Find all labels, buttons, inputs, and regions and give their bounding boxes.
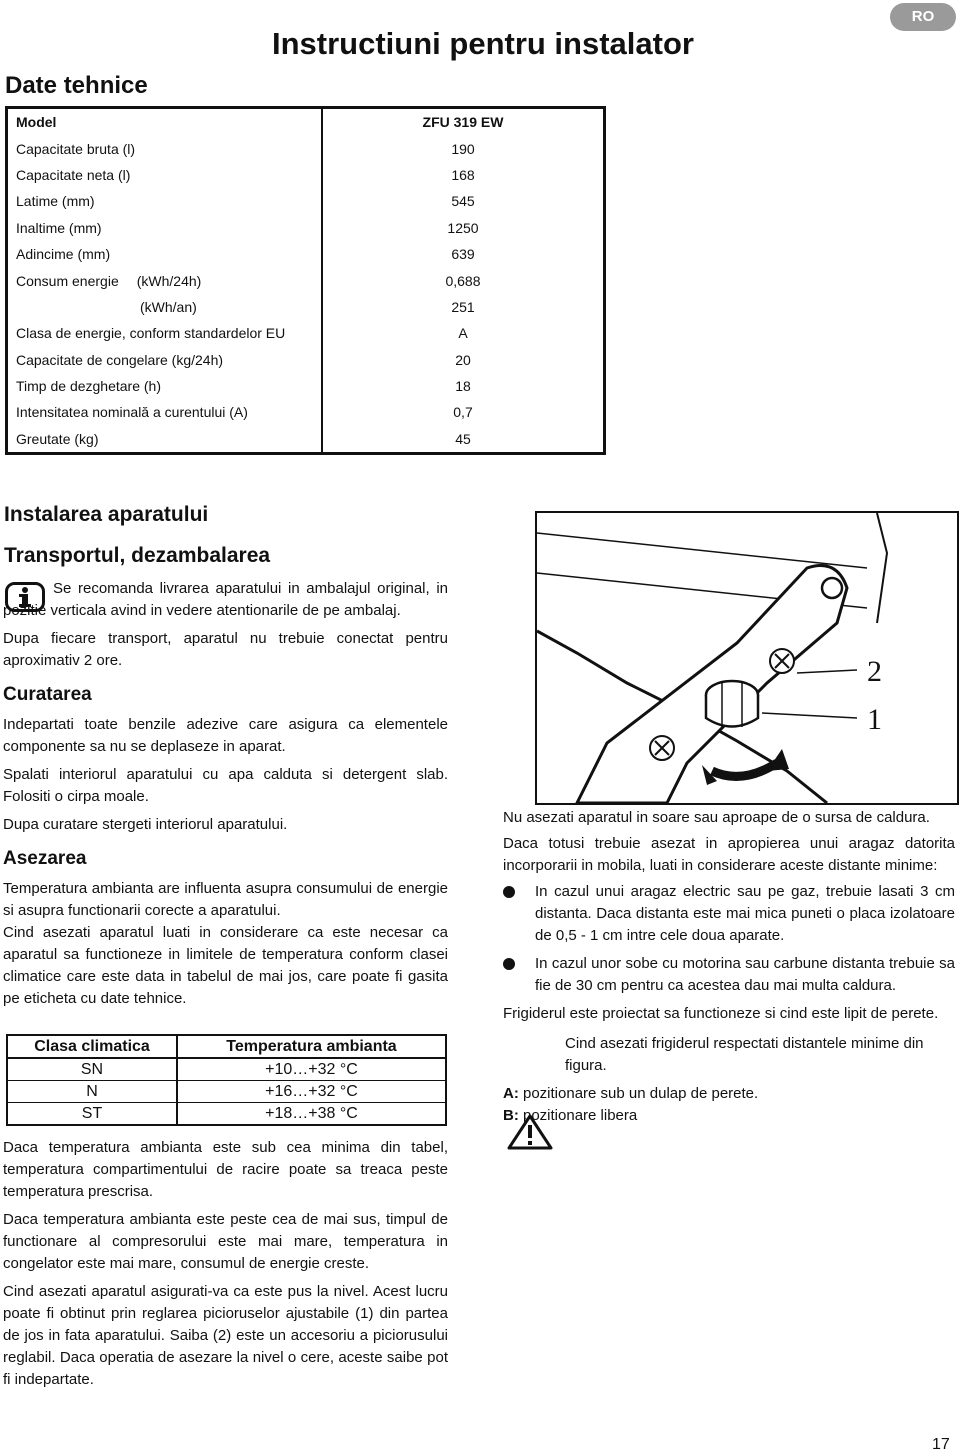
legend-key: B: [503, 1107, 519, 1124]
bullet-icon [503, 958, 515, 970]
row-value: 1250 [447, 219, 479, 236]
table-row [7, 373, 605, 399]
row-label: Adincime (mm) [7, 241, 323, 267]
legend-item [503, 1105, 955, 1127]
transport-paragraph-1: Se recomanda livrarea aparatului in ambalajul original, in pozitie verticala avind in vedere atentionarile de pe ambalaj. [3, 580, 448, 619]
placement-paragraph-5: Cind asezati aparatul asigurati-va ca este pus la nivel. Acest lucru poate fi obtinut prin reglarea picioruselor ajustabile (1) din partea de jos in fata aparatului. Saiba (2) este un accesoriu a piciorusului reglabil. Daca operatia de asezare la nivel o cere, aceste saibe pot fi indepartate. [3, 1283, 448, 1388]
legend-item [503, 1083, 955, 1105]
table-row [7, 135, 605, 161]
column-header: Temperatura ambianta [177, 1035, 446, 1058]
row-label: Inaltime (mm) [7, 215, 323, 241]
placement-paragraph-4: Daca temperatura ambianta este peste cea de mai sus, timpul de functionare al compresorului este mai mare, temperatura in congelator este mai mare, consumul de energie creste. [3, 1211, 448, 1272]
climate-class-table [6, 1034, 447, 1126]
warning-block [503, 1033, 955, 1077]
row-unit: (kWh/24h) [136, 272, 202, 289]
table-row [7, 1058, 446, 1081]
row-value: 168 [451, 166, 475, 183]
cell: SN [7, 1058, 177, 1081]
page-number: 17 [932, 1436, 950, 1453]
tech-data-table [5, 106, 606, 455]
row-label-text: Consum energie [16, 272, 119, 289]
row-label: Latime (mm) [7, 188, 323, 214]
row-label [7, 294, 323, 320]
right-paragraph-2: Daca totusi trebuie asezat in apropierea unui aragaz datorita incorporarii in mobila, luati in considerare aceste distante minime: [503, 835, 955, 874]
leveling-foot-drawing [537, 513, 957, 803]
row-label: Capacitate neta (l) [7, 162, 323, 188]
cell: N [7, 1081, 177, 1103]
bullet-text-2: In cazul unor sobe cu motorina sau carbune distanta trebuie sa fie de 30 cm pentru ca acestea dau mai multa caldura. [535, 955, 955, 994]
row-label: Intensitatea nominală a curentului (A) [7, 399, 323, 425]
cell: +16…+32 °C [177, 1081, 446, 1103]
row-label: Capacitate de congelare (kg/24h) [7, 347, 323, 373]
transport-title: Transportul, dezambalarea [4, 544, 271, 567]
list-item [503, 953, 955, 997]
placement-title: Asezarea [3, 848, 87, 869]
bullet-icon [503, 886, 515, 898]
row-value: A [458, 325, 468, 342]
placement-paragraph-2: Cind asezati aparatul luati in considerare ca este necesar ca aparatul sa functioneze in limitele de temperatura conform clasei climatice care este data in tabelul de mai jos, care poate fi gasita pe eticheta cu date tehnice. [3, 924, 448, 1007]
warning-text: Cind asezati frigiderul respectati distantele minime din figura. [565, 1035, 924, 1074]
table-row [7, 215, 605, 241]
table-row [7, 267, 605, 293]
row-label: Timp de dezghetare (h) [7, 373, 323, 399]
row-label: Clasa de energie, conform standardelor EU [7, 320, 323, 346]
warning-icon [507, 1114, 553, 1150]
table-row [7, 347, 605, 373]
cleaning-paragraph-1: Indepartati toate benzile adezive care asigura ca elementele componente sa nu se deplaseze in aparat. [3, 716, 448, 755]
right-paragraph-1: Nu asezati aparatul in soare sau aproape de o sursa de caldura. [503, 809, 930, 826]
right-column [503, 807, 955, 1127]
legend-key: A: [503, 1085, 519, 1102]
tech-data-title: Date tehnice [5, 72, 148, 99]
label-washer-2: 2 [867, 655, 882, 688]
list-item [503, 881, 955, 947]
model-value: ZFU 319 EW [422, 114, 504, 131]
table-row [7, 1081, 446, 1103]
table-row [7, 320, 605, 346]
cell: +10…+32 °C [177, 1058, 446, 1081]
cleaning-title: Curatarea [3, 684, 92, 705]
row-value: 639 [451, 246, 475, 263]
table-row [7, 399, 605, 425]
row-value: 0,7 [453, 404, 473, 421]
right-paragraph-3: Frigiderul este proiectat sa functioneze si cind este lipit de perete. [503, 1005, 939, 1022]
placement-continued [3, 1137, 448, 1391]
row-value: 0,688 [445, 272, 481, 289]
row-value: 45 [455, 430, 471, 447]
row-value: 190 [451, 140, 475, 157]
row-label [7, 267, 323, 293]
table-row [7, 294, 605, 320]
page-title: Instructiuni pentru instalator [272, 26, 694, 61]
row-unit: (kWh/an) [140, 298, 197, 315]
placement-paragraph-3: Daca temperatura ambianta este sub cea minima din tabel, temperatura compartimentului de racire poate sa treaca peste temperatura prescrisa. [3, 1139, 448, 1200]
row-value: 545 [451, 193, 475, 210]
cleaning-paragraph-3: Dupa curatare stergeti interiorul aparatului. [3, 816, 288, 833]
installation-title: Instalarea aparatului [4, 503, 209, 526]
cell: +18…+38 °C [177, 1103, 446, 1126]
cell: ST [7, 1103, 177, 1126]
row-value: 20 [455, 351, 471, 368]
label-foot-1: 1 [867, 703, 882, 736]
row-label: Greutate (kg) [7, 426, 323, 454]
table-row [7, 426, 605, 454]
table-row [7, 108, 605, 136]
row-value: 251 [451, 298, 475, 315]
table-header-row [7, 1035, 446, 1058]
legend-text: pozitionare libera [523, 1107, 638, 1124]
table-row [7, 241, 605, 267]
row-value: 18 [455, 378, 471, 395]
leveling-foot-figure [535, 511, 959, 805]
language-badge: RO [890, 3, 956, 31]
bullet-text-1: In cazul unui aragaz electric sau pe gaz, trebuie lasati 3 cm distanta. Daca distanta este mai mica puneti o placa izolatoare de 0,5 - 1 cm intre cele doua aparate. [535, 883, 955, 944]
legend-text: pozitionare sub un dulap de perete. [523, 1085, 759, 1102]
table-row [7, 1103, 446, 1126]
cleaning-paragraph-2: Spalati interiorul aparatului cu apa calduta si detergent slab. Folositi o cirpa moale. [3, 766, 448, 805]
column-header: Clasa climatica [7, 1035, 177, 1058]
placement-paragraph-1: Temperatura ambianta are influenta asupra consumului de energie si asupra functionarii corecte a aparatului. [3, 880, 448, 919]
row-label: Capacitate bruta (l) [7, 135, 323, 161]
model-label: Model [7, 108, 323, 136]
table-row [7, 188, 605, 214]
table-row [7, 162, 605, 188]
transport-section [3, 578, 448, 1010]
transport-paragraph-2: Dupa fiecare transport, aparatul nu trebuie conectat pentru aproximativ 2 ore. [3, 630, 448, 669]
